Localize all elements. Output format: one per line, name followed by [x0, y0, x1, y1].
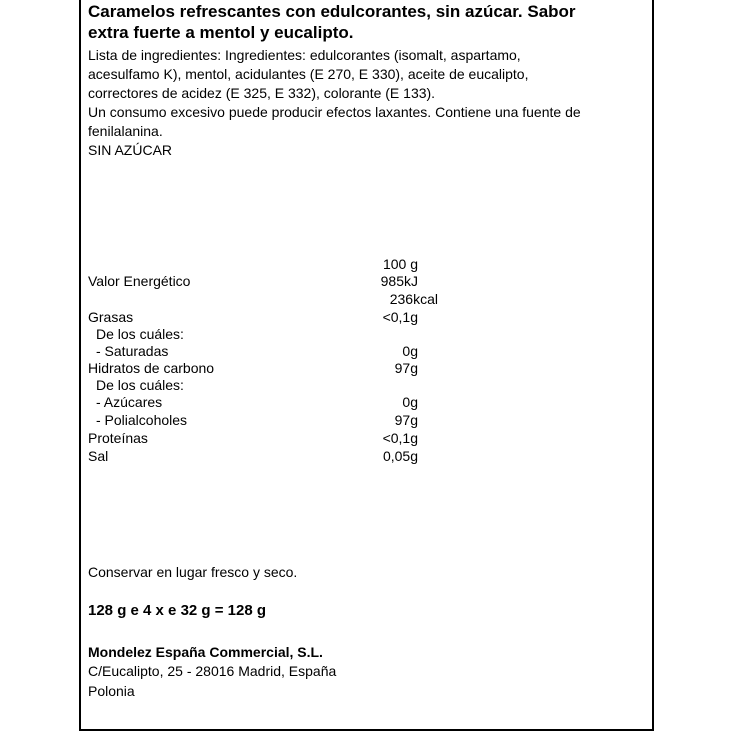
warning-line-1: Un consumo excesivo puede producir efectos laxantes. Contiene una fuente de	[88, 104, 581, 120]
sin-azucar-text: SIN AZÚCAR	[88, 142, 173, 158]
product-title-line-1: Caramelos refrescantes con edulcorantes, sin azúcar. Sabor	[88, 2, 576, 21]
nutrition-label: Proteínas	[88, 430, 148, 446]
ingredients-line-3: correctores de acidez (E 325, E 332), colorante (E 133).	[88, 85, 436, 101]
nutrition-value: 97g	[394, 412, 418, 428]
nutrition-label: Grasas	[88, 309, 134, 325]
nutrition-label: - Polialcoholes	[96, 412, 188, 428]
nutrition-value: 985kJ	[380, 273, 418, 289]
net-weight: 128 g e 4 x e 32 g = 128 g	[88, 602, 267, 619]
nutrition-label: Sal	[88, 448, 109, 464]
company-name: Mondelez España Commercial, S.L.	[88, 644, 323, 660]
nutrition-value: <0,1g	[382, 430, 418, 446]
nutrition-value: <0,1g	[382, 309, 418, 325]
nutrition-value: 0,05g	[382, 448, 418, 464]
ingredients-line-2: acesulfamo K), mentol, acidulantes (E 270, E 330), aceite de eucalipto,	[88, 66, 529, 82]
nutrition-label: Hidratos de carbono	[88, 360, 215, 376]
nutrition-header: 100 g	[382, 256, 418, 272]
warning-line-2: fenilalanina.	[88, 123, 163, 139]
origin-country: Polonia	[88, 683, 135, 699]
nutrition-label: - Azúcares	[96, 394, 163, 410]
nutrition-label: De los cuáles:	[96, 377, 184, 393]
nutrition-label: Valor Energético	[88, 273, 191, 289]
nutrition-label: De los cuáles:	[96, 326, 184, 342]
ingredients-line-1: Lista de ingredientes: Ingredientes: edulcorantes (isomalt, aspartamo,	[88, 47, 521, 63]
company-address: C/Eucalipto, 25 - 28016 Madrid, España	[88, 663, 337, 679]
nutrition-value: 236kcal	[389, 291, 438, 307]
nutrition-value: 0g	[402, 343, 418, 359]
product-title-line-2: extra fuerte a mentol y eucalipto.	[88, 23, 354, 42]
nutrition-value: 97g	[394, 360, 418, 376]
nutrition-label: - Saturadas	[96, 343, 169, 359]
storage-text: Conservar en lugar fresco y seco.	[88, 564, 298, 580]
nutrition-value: 0g	[402, 394, 418, 410]
